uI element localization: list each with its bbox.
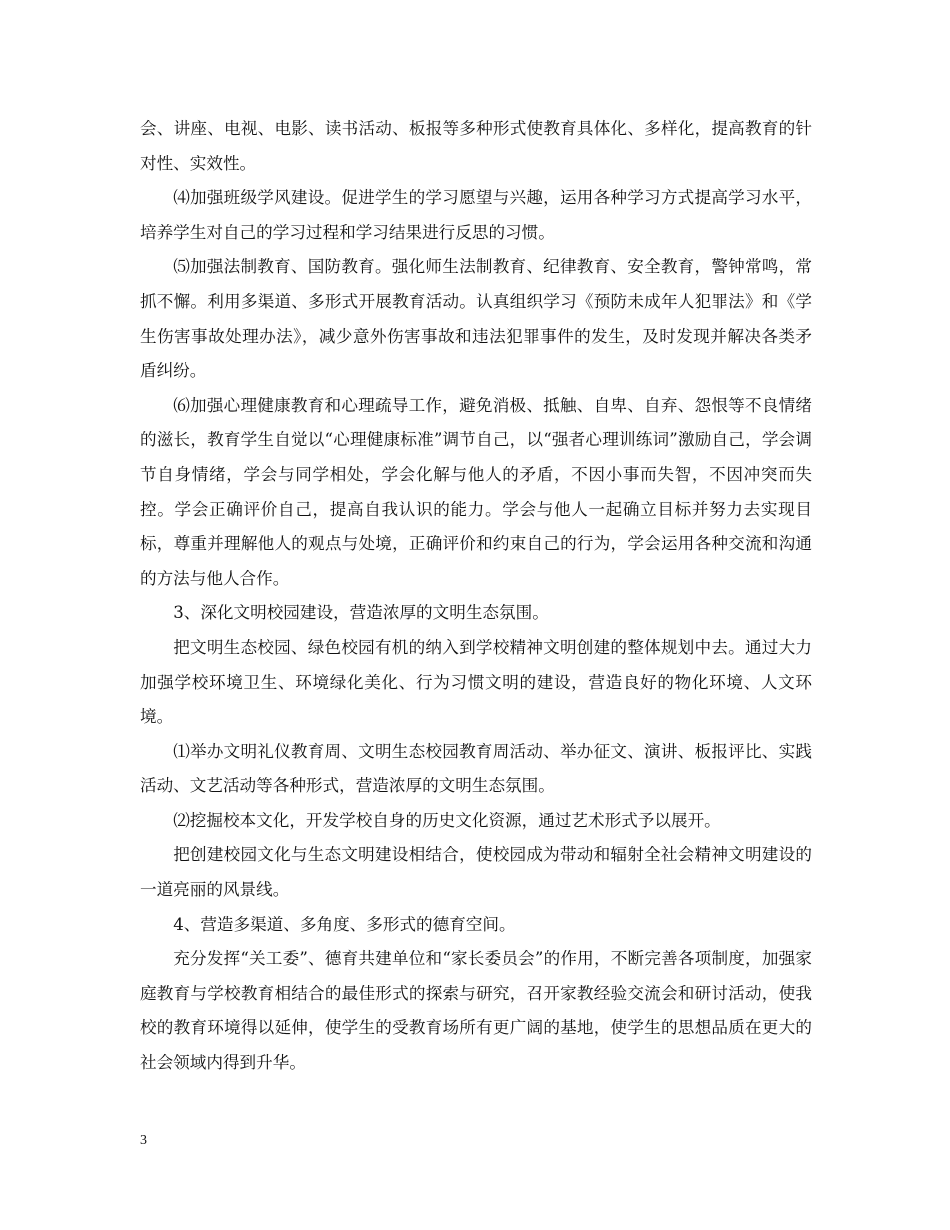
section-heading-3: 3、深化文明校园建设，营造浓厚的文明生态氛围。 xyxy=(173,603,549,623)
paragraph-moral-space: 充分发挥“关工委”、德育共建单位和“家长委员会”的作用，不断完善各项制度，加强家庭教育与学校教育相结合的最佳形式的探索与研究，召开家教经验交流会和研讨活动，使我校的教育环境得以延伸，使学生的受教育场所有更广阔的基地，使学生的思想品质在更大的社会领域内得到升华。 xyxy=(140,949,812,1073)
paragraph-mental-health: ⑹加强心理健康教育和心理疏导工作，避免消极、抵触、自卑、自弃、怨恨等不良情绪的滋长，教育学生自觉以“心理健康标准”调节自己，以“强者心理训练词”激励自己，学会调节自身情绪，学会与同学相处，学会化解与他人的矛盾，不因小事而失智，不因冲突而失控。学会正确评价自己，提高自我认识的能力。学会与他人一起确立目标并努力去实现目标，尊重并理解他人的观点与处境，正确评价和约束自己的行为，学会运用各种交流和沟通的方法与他人合作。 xyxy=(140,395,812,588)
paragraph-continued: 会、讲座、电视、电影、读书活动、板报等多种形式使教育具体化、多样化，提高教育的针对性、实效性。 xyxy=(140,119,812,173)
paragraph-school-culture: ⑵挖掘校本文化，开发学校自身的历史文化资源，通过艺术形式予以展开。 xyxy=(173,810,721,830)
paragraph-eco-campus: 把文明生态校园、绿色校园有机的纳入到学校精神文明创建的整体规划中去。通过大力加强学校环境卫生、环境绿化美化、行为习惯文明的建设，营造良好的物化环境、人文环境。 xyxy=(140,637,812,727)
paragraph-etiquette-week: ⑴举办文明礼仪教育周、文明生态校园教育周活动、举办征文、演讲、板报评比、实践活动、文艺活动等各种形式，营造浓厚的文明生态氛围。 xyxy=(140,741,812,796)
paragraph-study-style: ⑷加强班级学风建设。促进学生的学习愿望与兴趣，运用各种学习方式提高学习水平，培养学生对自己的学习过程和学习结果进行反思的习惯。 xyxy=(140,188,812,242)
page-number: 3 xyxy=(140,1133,147,1148)
section-heading-4: 4、营造多渠道、多角度、多形式的德育空间。 xyxy=(173,914,516,934)
paragraph-legal-education: ⑸加强法制教育、国防教育。强化师生法制教育、纪律教育、安全教育，警钟常鸣，常抓不懈。利用多渠道、多形式开展教育活动。认真组织学习《预防未成年人犯罪法》和《学生伤害事故处理办法》，减少意外伤害事故和违法犯罪事件的发生，及时发现并解决各类矛盾纠纷。 xyxy=(140,257,812,381)
paragraph-campus-culture-eco: 把创建校园文化与生态文明建设相结合，使校园成为带动和辐射全社会精神文明建设的一道亮丽的风景线。 xyxy=(140,845,812,900)
document-body xyxy=(140,112,812,1081)
